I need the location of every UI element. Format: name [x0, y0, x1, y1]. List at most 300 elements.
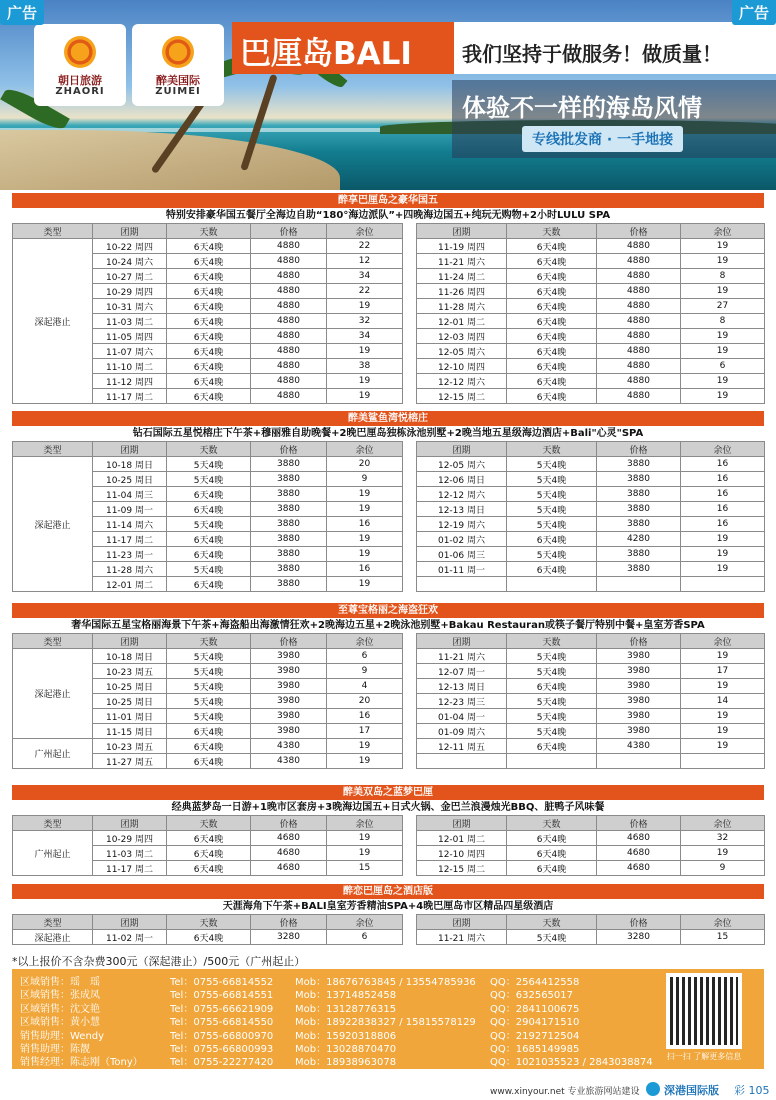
footer-url: www.xinyour.net 专业旅游网站建设 — [490, 1087, 640, 1097]
seats-left: 19 — [681, 254, 765, 269]
seats-left — [681, 754, 765, 769]
table-row — [417, 374, 765, 389]
section-title: 醉美双岛之蓝梦巴厘 — [12, 785, 764, 800]
departure-date: 11-03 周二 — [93, 846, 167, 861]
column-header: 天数 — [507, 915, 597, 930]
duration: 6天4晚 — [507, 284, 597, 299]
departure-date: 12-01 周二 — [93, 577, 167, 592]
seats-left: 19 — [327, 299, 403, 314]
column-header: 价格 — [251, 915, 327, 930]
seats-left: 8 — [681, 269, 765, 284]
contact-qq: QQ：2904171510 — [490, 1017, 580, 1029]
seats-left: 16 — [327, 562, 403, 577]
price: 3880 — [251, 487, 327, 502]
duration: 5天4晚 — [507, 649, 597, 664]
departure-date: 11-05 周四 — [93, 329, 167, 344]
price: 3880 — [251, 562, 327, 577]
table-row — [417, 577, 765, 592]
duration: 6天4晚 — [167, 846, 251, 861]
duration: 6天4晚 — [167, 374, 251, 389]
contact-tel: Tel：0755-66800993 — [170, 1044, 274, 1055]
seats-left: 19 — [327, 739, 403, 754]
departure-date: 11-28 周六 — [93, 562, 167, 577]
seats-left: 16 — [327, 709, 403, 724]
table-row — [417, 254, 765, 269]
duration: 6天4晚 — [167, 577, 251, 592]
duration: 6天4晚 — [167, 487, 251, 502]
column-header: 天数 — [507, 224, 597, 239]
seats-left: 16 — [681, 517, 765, 532]
departure-date: 11-24 周二 — [417, 269, 507, 284]
duration: 5天4晚 — [167, 472, 251, 487]
departure-date: 11-21 周六 — [417, 254, 507, 269]
seats-left: 8 — [681, 314, 765, 329]
tour-section — [12, 884, 764, 950]
price: 3880 — [597, 547, 681, 562]
table-row — [417, 517, 765, 532]
price: 3980 — [597, 694, 681, 709]
contact-name: 销售经理：陈志刚（Tony） — [20, 1057, 143, 1069]
price: 4880 — [251, 239, 327, 254]
table-row — [417, 389, 765, 404]
contact-mobile: Mob：18922838327 / 15815578129 — [295, 1017, 476, 1029]
seats-left: 19 — [681, 329, 765, 344]
price: 4680 — [597, 846, 681, 861]
contact-qq: QQ：1021035523 / 2843038874 — [490, 1057, 653, 1069]
seats-left: 16 — [681, 502, 765, 517]
departure-date: 11-19 周四 — [417, 239, 507, 254]
duration: 6天4晚 — [167, 344, 251, 359]
seats-left: 22 — [327, 284, 403, 299]
price: 4680 — [597, 831, 681, 846]
contact-qq: QQ：2841100675 — [490, 1003, 580, 1015]
schedule-table — [416, 223, 765, 404]
duration: 6天4晚 — [167, 284, 251, 299]
price: 3880 — [251, 532, 327, 547]
price: 4380 — [597, 739, 681, 754]
column-header: 类型 — [13, 442, 93, 457]
seats-left: 19 — [681, 547, 765, 562]
duration: 6天4晚 — [167, 389, 251, 404]
column-header: 价格 — [251, 634, 327, 649]
schedule-table — [416, 441, 765, 592]
column-header: 余位 — [327, 915, 403, 930]
schedule-table — [12, 914, 403, 945]
price: 4880 — [251, 284, 327, 299]
column-header: 团期 — [93, 915, 167, 930]
seats-left: 19 — [681, 239, 765, 254]
column-header: 类型 — [13, 634, 93, 649]
price: 4880 — [251, 299, 327, 314]
table-row — [417, 284, 765, 299]
departure-date: 12-06 周日 — [417, 472, 507, 487]
slogan: 我们坚持于做服务！做质量！ — [462, 42, 722, 66]
column-header: 天数 — [167, 442, 251, 457]
seats-left: 34 — [327, 329, 403, 344]
seats-left: 19 — [681, 389, 765, 404]
schedule-table — [12, 441, 403, 592]
table-row — [417, 649, 765, 664]
experience-heading: 体验不一样的海岛风情 — [462, 94, 702, 122]
price: 3880 — [251, 472, 327, 487]
price: 3280 — [251, 930, 327, 945]
duration: 5天4晚 — [507, 517, 597, 532]
column-header: 价格 — [251, 816, 327, 831]
zuimei-logo — [132, 24, 224, 106]
contact-mobile: Mob：15920318806 — [295, 1030, 397, 1042]
duration: 6天4晚 — [507, 562, 597, 577]
duration: 6天4晚 — [507, 679, 597, 694]
duration: 6天4晚 — [507, 329, 597, 344]
price: 4880 — [251, 359, 327, 374]
column-header: 天数 — [167, 634, 251, 649]
duration: 6天4晚 — [507, 359, 597, 374]
table-row — [417, 239, 765, 254]
departure-date: 11-04 周三 — [93, 487, 167, 502]
footer — [0, 1078, 776, 1100]
departure-date: 12-11 周五 — [417, 739, 507, 754]
column-header: 类型 — [13, 915, 93, 930]
section-subtitle: 天涯海角下午茶+BALI皇室芳香精油SPA+4晚巴厘岛市区精品四星级酒店 — [222, 901, 554, 912]
table-row — [417, 562, 765, 577]
table-row — [417, 861, 765, 876]
route-type: 深起港止 — [13, 239, 93, 404]
duration: 6天4晚 — [167, 359, 251, 374]
contact-mobile: Mob：18938963078 — [295, 1057, 397, 1069]
section-subtitle: 经典蓝梦岛一日游+1晚市区套房+3晚海边国五+日式火锅、金巴兰浪漫烛光BBQ、脏鸭子风味餐 — [171, 802, 605, 813]
departure-date: 01-06 周三 — [417, 547, 507, 562]
seats-left: 19 — [681, 724, 765, 739]
price — [597, 577, 681, 592]
seats-left: 19 — [681, 284, 765, 299]
price: 3880 — [251, 457, 327, 472]
price: 4880 — [251, 374, 327, 389]
departure-date: 11-26 周四 — [417, 284, 507, 299]
price: 3880 — [597, 457, 681, 472]
seats-left: 14 — [681, 694, 765, 709]
seats-left: 20 — [327, 457, 403, 472]
price: 4380 — [251, 754, 327, 769]
duration: 6天4晚 — [167, 269, 251, 284]
seats-left: 34 — [327, 269, 403, 284]
departure-date: 01-02 周六 — [417, 532, 507, 547]
tour-section — [12, 193, 764, 409]
seats-left: 19 — [681, 374, 765, 389]
duration: 5天4晚 — [507, 502, 597, 517]
duration: 5天4晚 — [507, 547, 597, 562]
contact-name: 区域销售：沈文艳 — [20, 1003, 100, 1015]
duration: 6天4晚 — [507, 532, 597, 547]
table-row — [417, 359, 765, 374]
column-header: 团期 — [93, 816, 167, 831]
departure-date: 10-22 周四 — [93, 239, 167, 254]
column-header: 价格 — [597, 915, 681, 930]
duration: 5天4晚 — [507, 664, 597, 679]
column-header: 价格 — [597, 442, 681, 457]
departure-date: 11-07 周六 — [93, 344, 167, 359]
departure-date: 11-21 周六 — [417, 649, 507, 664]
departure-date: 01-04 周一 — [417, 709, 507, 724]
contact-name: 销售助理：Wendy — [20, 1030, 105, 1042]
departure-date — [417, 754, 507, 769]
duration: 5天4晚 — [167, 709, 251, 724]
contact-tel: Tel：0755-66814552 — [170, 977, 274, 988]
seats-left: 32 — [327, 314, 403, 329]
departure-date: 11-01 周日 — [93, 709, 167, 724]
seats-left: 16 — [681, 457, 765, 472]
seats-left: 9 — [327, 664, 403, 679]
price: 4280 — [597, 532, 681, 547]
seats-left: 6 — [327, 649, 403, 664]
departure-date: 12-13 周日 — [417, 679, 507, 694]
price: 3880 — [597, 487, 681, 502]
departure-date: 11-27 周五 — [93, 754, 167, 769]
contact-qq: QQ：632565017 — [490, 990, 574, 1002]
column-header: 余位 — [681, 442, 765, 457]
table-row — [417, 679, 765, 694]
price-note: *以上报价不含杂费300元（深起港止）/500元（广州起止） — [12, 955, 306, 968]
page-title: 巴厘岛BALI — [240, 36, 412, 72]
duration: 6天4晚 — [507, 314, 597, 329]
duration: 6天4晚 — [507, 389, 597, 404]
departure-date: 12-07 周一 — [417, 664, 507, 679]
seats-left: 19 — [681, 649, 765, 664]
column-header: 团期 — [417, 816, 507, 831]
duration: 6天4晚 — [167, 754, 251, 769]
price: 4880 — [597, 284, 681, 299]
column-header: 余位 — [681, 224, 765, 239]
departure-date: 12-12 周六 — [417, 374, 507, 389]
departure-date: 12-19 周六 — [417, 517, 507, 532]
section-subtitle: 奢华国际五星宝格丽海景下午茶+海盗船出海激情狂欢+2晚海边五星+2晚泳池别墅+Bakau Restauran或筷子餐厅特别中餐+皇室芳香SPA — [71, 620, 705, 631]
price: 4880 — [597, 389, 681, 404]
duration: 6天4晚 — [507, 299, 597, 314]
price: 4880 — [597, 329, 681, 344]
departure-date: 12-05 周六 — [417, 344, 507, 359]
duration: 6天4晚 — [167, 254, 251, 269]
departure-date: 12-05 周六 — [417, 457, 507, 472]
schedule-table — [416, 914, 765, 945]
price: 3280 — [597, 930, 681, 945]
wholesale-badge: 专线批发商 · 一手地接 — [522, 126, 683, 152]
column-header: 余位 — [681, 634, 765, 649]
column-header: 天数 — [167, 224, 251, 239]
price: 4880 — [597, 374, 681, 389]
duration: 5天4晚 — [507, 487, 597, 502]
departure-date: 12-10 周四 — [417, 846, 507, 861]
price: 4680 — [251, 846, 327, 861]
table-row — [417, 329, 765, 344]
contact-panel — [12, 969, 764, 1069]
tour-section — [12, 603, 764, 774]
column-header: 团期 — [417, 442, 507, 457]
seats-left: 6 — [327, 930, 403, 945]
seats-left: 19 — [681, 344, 765, 359]
duration: 5天4晚 — [167, 679, 251, 694]
duration: 6天4晚 — [167, 329, 251, 344]
table-row — [417, 930, 765, 945]
departure-date: 10-23 周五 — [93, 739, 167, 754]
price: 3980 — [251, 679, 327, 694]
duration: 6天4晚 — [167, 239, 251, 254]
qr-code[interactable] — [666, 973, 742, 1049]
table-row — [417, 709, 765, 724]
price: 3880 — [597, 502, 681, 517]
zhaori-logo — [34, 24, 126, 106]
price: 3980 — [597, 724, 681, 739]
price: 3880 — [251, 517, 327, 532]
duration: 6天4晚 — [167, 532, 251, 547]
duration: 5天4晚 — [167, 457, 251, 472]
price: 4880 — [597, 299, 681, 314]
table-row — [417, 739, 765, 754]
seats-left: 19 — [327, 754, 403, 769]
price: 3980 — [597, 664, 681, 679]
contact-tel: Tel：0755-66800970 — [170, 1030, 274, 1042]
contact-name: 区域销售：张成凤 — [20, 990, 100, 1002]
duration: 6天4晚 — [507, 846, 597, 861]
column-header: 价格 — [597, 816, 681, 831]
column-header: 余位 — [327, 224, 403, 239]
route-type: 广州起止 — [13, 739, 93, 769]
section-subtitle: 特别安排豪华国五餐厅全海边自助“180°海边派队”+四晚海边国五+纯玩无购物+2小时LULU SPA — [165, 210, 611, 221]
ad-label: 广告 — [0, 0, 44, 25]
departure-date: 01-09 周六 — [417, 724, 507, 739]
duration: 5天4晚 — [507, 472, 597, 487]
seats-left: 38 — [327, 359, 403, 374]
column-header: 天数 — [167, 915, 251, 930]
sun-icon — [162, 36, 194, 68]
seats-left — [681, 577, 765, 592]
duration: 6天4晚 — [167, 861, 251, 876]
duration: 6天4晚 — [507, 861, 597, 876]
contact-name: 销售助理：陈靓 — [20, 1044, 90, 1055]
tour-section — [12, 411, 764, 597]
column-header: 余位 — [327, 442, 403, 457]
table-row — [13, 739, 403, 754]
price: 4880 — [597, 239, 681, 254]
column-header: 类型 — [13, 224, 93, 239]
contact-qq: QQ：2192712504 — [490, 1030, 580, 1042]
duration: 6天4晚 — [507, 739, 597, 754]
price: 4880 — [251, 344, 327, 359]
seats-left: 19 — [327, 487, 403, 502]
price: 4880 — [597, 269, 681, 284]
departure-date: 11-10 周二 — [93, 359, 167, 374]
seats-left: 19 — [327, 389, 403, 404]
page-number: 彩 105 — [734, 1084, 770, 1097]
departure-date: 11-17 周二 — [93, 861, 167, 876]
table-row — [417, 502, 765, 517]
price: 3880 — [597, 472, 681, 487]
seats-left: 19 — [681, 709, 765, 724]
duration: 6天4晚 — [167, 299, 251, 314]
table-row — [417, 754, 765, 769]
seats-left: 4 — [327, 679, 403, 694]
table-row — [417, 314, 765, 329]
schedule-table — [12, 815, 403, 876]
seats-left: 19 — [681, 679, 765, 694]
contact-name: 区域销售：黄小慧 — [20, 1017, 100, 1029]
departure-date: 12-10 周四 — [417, 359, 507, 374]
price: 4680 — [251, 831, 327, 846]
schedule-table — [12, 633, 403, 769]
qr-pattern — [670, 977, 738, 1045]
seats-left: 19 — [327, 577, 403, 592]
seats-left: 19 — [681, 562, 765, 577]
table-row — [13, 649, 403, 664]
duration: 6天4晚 — [167, 547, 251, 562]
table-row — [417, 457, 765, 472]
duration: 5天4晚 — [167, 649, 251, 664]
column-header: 余位 — [681, 915, 765, 930]
duration: 6天4晚 — [507, 269, 597, 284]
table-row — [417, 299, 765, 314]
duration: 5天4晚 — [507, 930, 597, 945]
duration: 6天4晚 — [167, 739, 251, 754]
price: 3980 — [251, 709, 327, 724]
brand-icon — [646, 1082, 660, 1096]
duration: 6天4晚 — [507, 374, 597, 389]
duration: 6天4晚 — [167, 930, 251, 945]
departure-date: 10-25 周日 — [93, 472, 167, 487]
price: 4880 — [597, 254, 681, 269]
departure-date: 10-29 周四 — [93, 284, 167, 299]
duration: 6天4晚 — [507, 254, 597, 269]
price: 3980 — [251, 649, 327, 664]
column-header: 余位 — [681, 816, 765, 831]
duration — [507, 754, 597, 769]
departure-date — [417, 577, 507, 592]
duration: 5天4晚 — [167, 562, 251, 577]
duration: 6天4晚 — [167, 314, 251, 329]
departure-date: 10-29 周四 — [93, 831, 167, 846]
departure-date: 11-28 周六 — [417, 299, 507, 314]
departure-date: 11-14 周六 — [93, 517, 167, 532]
departure-date: 11-17 周二 — [93, 532, 167, 547]
departure-date: 10-24 周六 — [93, 254, 167, 269]
departure-date: 12-23 周三 — [417, 694, 507, 709]
price: 4880 — [251, 314, 327, 329]
schedule-table — [416, 633, 765, 769]
logo-cn-text: 醉美国际 — [156, 74, 200, 87]
price: 3980 — [251, 664, 327, 679]
schedule-table — [12, 223, 403, 404]
section-title: 醉享巴厘岛之豪华国五 — [12, 193, 764, 208]
tour-section — [12, 785, 764, 881]
column-header: 余位 — [327, 816, 403, 831]
contact-qq: QQ：1685149985 — [490, 1044, 580, 1055]
seats-left: 19 — [327, 846, 403, 861]
route-type: 深起港止 — [13, 649, 93, 739]
seats-left: 17 — [327, 724, 403, 739]
column-header: 价格 — [597, 224, 681, 239]
contact-tel: Tel：0755-22277420 — [170, 1057, 274, 1069]
logo-en-text: ZHAORI — [55, 86, 105, 97]
seats-left: 16 — [681, 487, 765, 502]
seats-left: 32 — [681, 831, 765, 846]
table-row — [417, 269, 765, 284]
seats-left: 27 — [681, 299, 765, 314]
price: 3880 — [597, 517, 681, 532]
table-row — [417, 664, 765, 679]
seats-left: 12 — [327, 254, 403, 269]
price: 4880 — [597, 344, 681, 359]
price: 4380 — [251, 739, 327, 754]
departure-date: 10-31 周六 — [93, 299, 167, 314]
contact-tel: Tel：0755-66814551 — [170, 990, 274, 1002]
price: 4880 — [251, 269, 327, 284]
